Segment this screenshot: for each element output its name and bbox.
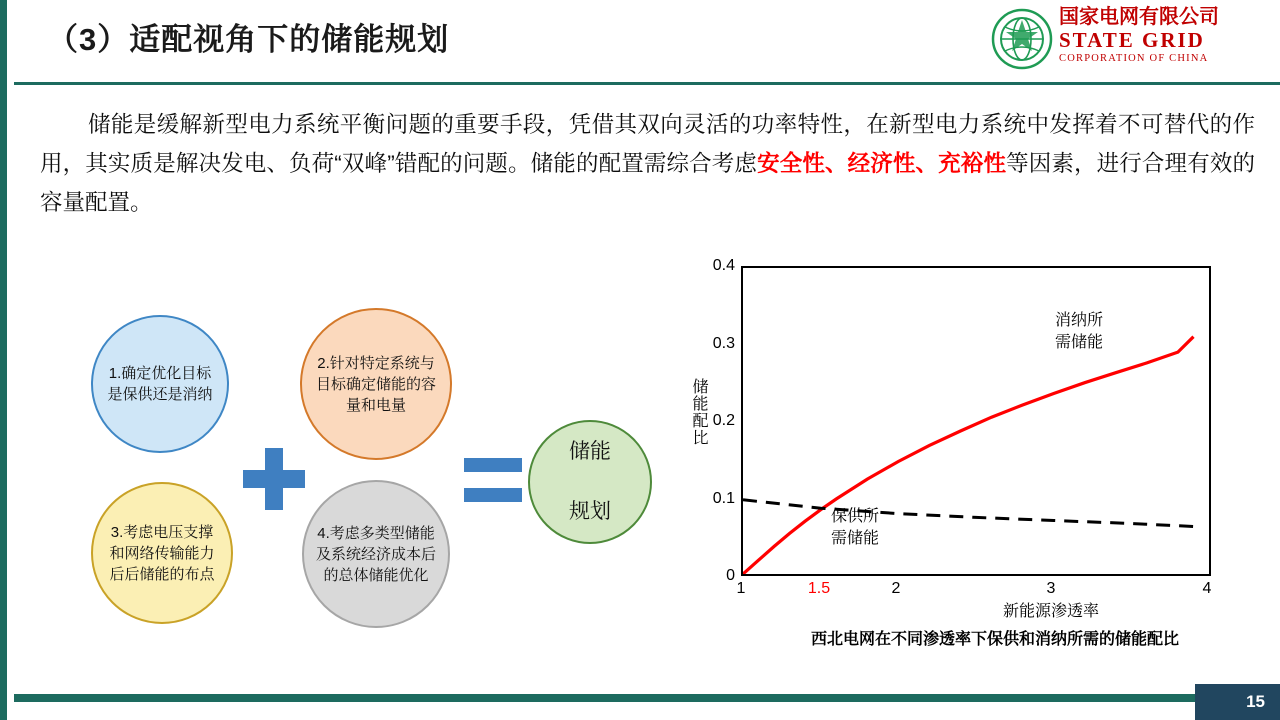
chart-xtick-1: 1	[736, 580, 746, 597]
diagram-bubble-4	[302, 480, 450, 628]
diagram-result-line2: 规划	[569, 500, 611, 523]
paragraph-highlight: 安全性、经济性、充裕性	[757, 151, 1007, 176]
slide-header	[14, 0, 1280, 82]
chart-annotation-consumption: 消纳所 需储能	[1055, 312, 1104, 351]
chart-ytick-4: 0.4	[712, 257, 735, 274]
footer-accent-bar	[14, 694, 1199, 702]
logo-company-cn: 国家电网有限公司	[1059, 6, 1219, 28]
chart-series-consumption	[743, 337, 1194, 574]
diagram-bubble-1-label: 1.确定优化目标是保供还是消纳	[107, 365, 213, 403]
chart-xtick-3: 3	[1046, 580, 1056, 597]
chart-plot-area	[741, 266, 1211, 576]
diagram-result-line1: 储能	[569, 440, 611, 463]
paragraph-text-part1: 储能是缓解新型电力系统平衡问题的重要手段，凭借其双向灵活的功率特性，在新型电力系统中发挥着不可替代的作用，其实质是解决发电、负荷“双峰”错配的问题。储能的配置需综合考虑	[40, 112, 1255, 176]
equals-bar-top	[464, 458, 522, 472]
paragraph-text-part2: 等因素，进行合理有效的容量配置。	[40, 151, 1255, 215]
diagram-bubble-1	[91, 315, 229, 453]
state-grid-globe-icon	[991, 8, 1053, 70]
page-title: （3）适配视角下的储能规划	[47, 22, 450, 57]
diagram-result-label	[545, 437, 635, 527]
chart-caption: 西北电网在不同渗透率下保供和消纳所需的储能配比	[810, 631, 1179, 648]
diagram-bubble-2	[300, 308, 452, 460]
logo-company-en: STATE GRID	[1059, 28, 1205, 52]
page-number: 15	[1246, 692, 1265, 711]
chart-series-supply	[743, 500, 1194, 527]
chart-ytick-2: 0.2	[712, 412, 735, 429]
chart-ytick-1: 0.1	[712, 489, 735, 507]
chart-ytick-0: 0	[726, 567, 735, 584]
chart-xtick-4: 4	[1202, 580, 1212, 597]
header-divider	[14, 82, 1280, 85]
diagram-bubble-3	[91, 482, 233, 624]
diagram-bubble-3-label: 3.考虑电压支撑和网络传输能力后后储能的布点	[109, 523, 215, 583]
footer-page-block	[1195, 684, 1280, 720]
chart-x-axis-label: 新能源渗透率	[1003, 603, 1100, 620]
chart-xtick-2: 2	[891, 580, 901, 597]
chart-svg	[743, 268, 1209, 574]
chart-annotation-supply: 保供所 需储能	[831, 508, 880, 547]
diagram-bubble-4-label: 4.考虑多类型储能及系统经济成本后的总体储能优化	[316, 524, 437, 584]
chart-y-axis-label: 储能配比	[690, 378, 707, 446]
plus-icon	[243, 448, 305, 510]
equals-bar-bottom	[464, 488, 522, 502]
storage-planning-diagram	[47, 280, 667, 670]
slide-footer	[14, 684, 1280, 720]
logo-company-en-sub: CORPORATION OF CHINA	[1059, 53, 1209, 64]
body-paragraph	[40, 105, 1255, 222]
state-grid-logo	[991, 6, 1269, 72]
diagram-bubble-2-label: 2.针对特定系统与目标确定储能的容量和电量	[315, 354, 436, 414]
equals-icon	[464, 458, 522, 502]
chart-xtick-1-5: 1.5	[807, 580, 831, 597]
logo-text-block	[1059, 6, 1269, 66]
chart-ytick-3: 0.3	[712, 334, 735, 352]
storage-ratio-chart	[683, 258, 1253, 658]
diagram-result-bubble	[528, 420, 652, 544]
